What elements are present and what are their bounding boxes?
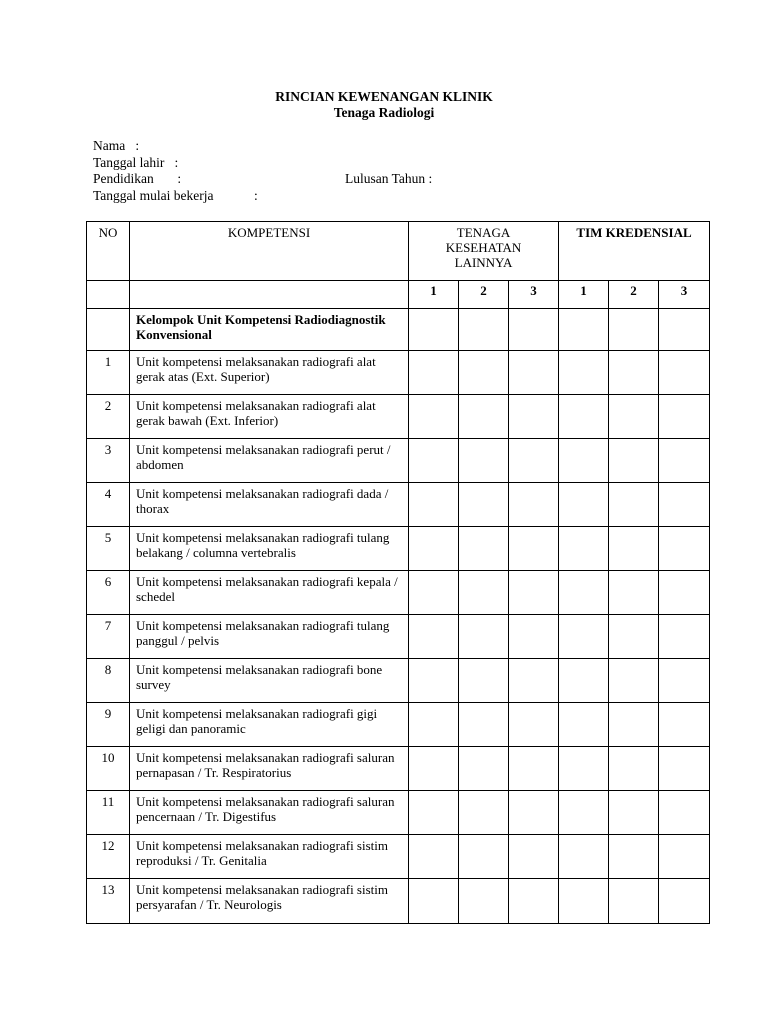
score-cell[interactable] bbox=[459, 309, 509, 351]
score-cell[interactable] bbox=[459, 351, 509, 395]
table-row bbox=[87, 527, 710, 571]
header-tenaga-kesehatan: TENAGA KESEHATAN LAINNYA bbox=[409, 222, 559, 281]
header-kompetensi: KOMPETENSI bbox=[130, 222, 409, 281]
score-cell[interactable] bbox=[459, 791, 509, 835]
subheader-row bbox=[87, 281, 710, 309]
score-cell[interactable] bbox=[509, 835, 559, 879]
score-cell[interactable] bbox=[409, 527, 459, 571]
score-cell[interactable] bbox=[509, 747, 559, 791]
score-cell[interactable] bbox=[609, 571, 659, 615]
score-cell[interactable] bbox=[509, 483, 559, 527]
competency-text: Unit kompetensi melaksanakan radiografi perut / abdomen bbox=[130, 439, 409, 483]
competency-text: Unit kompetensi melaksanakan radiografi alat gerak atas (Ext. Superior) bbox=[130, 351, 409, 395]
score-cell[interactable] bbox=[509, 703, 559, 747]
table-row bbox=[87, 835, 710, 879]
score-cell[interactable] bbox=[609, 791, 659, 835]
score-cell[interactable] bbox=[559, 615, 609, 659]
row-number: 12 bbox=[87, 835, 130, 879]
score-cell[interactable] bbox=[659, 615, 710, 659]
competency-table bbox=[86, 221, 710, 924]
table-row bbox=[87, 703, 710, 747]
table-row bbox=[87, 659, 710, 703]
score-cell[interactable] bbox=[609, 309, 659, 351]
score-cell[interactable] bbox=[659, 439, 710, 483]
score-cell[interactable] bbox=[459, 659, 509, 703]
score-cell[interactable] bbox=[609, 615, 659, 659]
row-number: 4 bbox=[87, 483, 130, 527]
score-cell[interactable] bbox=[459, 835, 509, 879]
score-cell[interactable] bbox=[559, 351, 609, 395]
row-number: 7 bbox=[87, 615, 130, 659]
score-cell[interactable] bbox=[659, 571, 710, 615]
subheader-tim-3: 3 bbox=[659, 281, 710, 309]
score-cell[interactable] bbox=[559, 483, 609, 527]
score-cell[interactable] bbox=[609, 483, 659, 527]
score-cell[interactable] bbox=[559, 835, 609, 879]
score-cell[interactable] bbox=[509, 439, 559, 483]
competency-text: Unit kompetensi melaksanakan radiografi saluran pencernaan / Tr. Digestifus bbox=[130, 791, 409, 835]
score-cell[interactable] bbox=[609, 747, 659, 791]
score-cell[interactable] bbox=[659, 395, 710, 439]
score-cell[interactable] bbox=[459, 571, 509, 615]
empty-cell bbox=[87, 281, 130, 309]
score-cell[interactable] bbox=[659, 703, 710, 747]
score-cell[interactable] bbox=[459, 747, 509, 791]
subheader-tenaga-1: 1 bbox=[409, 281, 459, 309]
score-cell[interactable] bbox=[509, 527, 559, 571]
score-cell[interactable] bbox=[609, 879, 659, 924]
competency-text: Unit kompetensi melaksanakan radiografi sistim persyarafan / Tr. Neurologis bbox=[130, 879, 409, 924]
header-tim-kredensial: TIM KREDENSIAL bbox=[559, 222, 710, 281]
score-cell[interactable] bbox=[509, 659, 559, 703]
score-cell[interactable] bbox=[559, 309, 609, 351]
row-number: 10 bbox=[87, 747, 130, 791]
score-cell[interactable] bbox=[459, 395, 509, 439]
score-cell[interactable] bbox=[509, 615, 559, 659]
score-cell[interactable] bbox=[409, 791, 459, 835]
score-cell[interactable] bbox=[409, 835, 459, 879]
score-cell[interactable] bbox=[459, 879, 509, 924]
subheader-tenaga-3: 3 bbox=[509, 281, 559, 309]
table-row bbox=[87, 395, 710, 439]
score-cell[interactable] bbox=[559, 747, 609, 791]
score-cell[interactable] bbox=[459, 615, 509, 659]
table-row bbox=[87, 791, 710, 835]
score-cell[interactable] bbox=[509, 571, 559, 615]
score-cell[interactable] bbox=[659, 835, 710, 879]
score-cell[interactable] bbox=[659, 659, 710, 703]
competency-text: Unit kompetensi melaksanakan radiografi alat gerak bawah (Ext. Inferior) bbox=[130, 395, 409, 439]
group-row bbox=[87, 309, 710, 351]
table-header-row bbox=[87, 222, 710, 281]
score-cell[interactable] bbox=[559, 439, 609, 483]
score-cell[interactable] bbox=[559, 879, 609, 924]
score-cell[interactable] bbox=[659, 351, 710, 395]
score-cell[interactable] bbox=[409, 395, 459, 439]
score-cell[interactable] bbox=[659, 483, 710, 527]
field-tanggal-lahir: Tanggal lahir : bbox=[93, 155, 179, 170]
score-cell[interactable] bbox=[509, 395, 559, 439]
row-number: 13 bbox=[87, 879, 130, 924]
score-cell[interactable] bbox=[409, 439, 459, 483]
table-row bbox=[87, 747, 710, 791]
score-cell[interactable] bbox=[509, 879, 559, 924]
competency-text: Unit kompetensi melaksanakan radiografi bone survey bbox=[130, 659, 409, 703]
score-cell[interactable] bbox=[609, 835, 659, 879]
header-no: NO bbox=[87, 222, 130, 281]
score-cell[interactable] bbox=[459, 703, 509, 747]
field-nama: Nama : bbox=[93, 138, 140, 153]
table-row bbox=[87, 879, 710, 924]
row-number: 9 bbox=[87, 703, 130, 747]
group-label: Kelompok Unit Kompetensi Radiodiagnostik Konvensional bbox=[130, 309, 409, 351]
competency-text: Unit kompetensi melaksanakan radiografi tulang panggul / pelvis bbox=[130, 615, 409, 659]
competency-text: Unit kompetensi melaksanakan radiografi kepala / schedel bbox=[130, 571, 409, 615]
table-row bbox=[87, 615, 710, 659]
score-cell[interactable] bbox=[559, 571, 609, 615]
score-cell[interactable] bbox=[409, 703, 459, 747]
score-cell[interactable] bbox=[559, 703, 609, 747]
field-tanggal-mulai-bekerja: Tanggal mulai bekerja : bbox=[93, 188, 258, 203]
score-cell[interactable] bbox=[559, 395, 609, 439]
row-number: 2 bbox=[87, 395, 130, 439]
document-subtitle: Tenaga Radiologi bbox=[333, 105, 435, 120]
score-cell[interactable] bbox=[409, 351, 459, 395]
competency-text: Unit kompetensi melaksanakan radiografi dada / thorax bbox=[130, 483, 409, 527]
score-cell[interactable] bbox=[559, 791, 609, 835]
score-cell[interactable] bbox=[559, 659, 609, 703]
score-cell[interactable] bbox=[609, 659, 659, 703]
empty-cell bbox=[87, 309, 130, 351]
score-cell[interactable] bbox=[459, 439, 509, 483]
score-cell[interactable] bbox=[659, 791, 710, 835]
subheader-tenaga-2: 2 bbox=[459, 281, 509, 309]
score-cell[interactable] bbox=[659, 747, 710, 791]
row-number: 1 bbox=[87, 351, 130, 395]
competency-text: Unit kompetensi melaksanakan radiografi tulang belakang / columna vertebralis bbox=[130, 527, 409, 571]
competency-text: Unit kompetensi melaksanakan radiografi gigi geligi dan panoramic bbox=[130, 703, 409, 747]
score-cell[interactable] bbox=[409, 879, 459, 924]
competency-text: Unit kompetensi melaksanakan radiografi sistim reproduksi / Tr. Genitalia bbox=[130, 835, 409, 879]
row-number: 11 bbox=[87, 791, 130, 835]
score-cell[interactable] bbox=[659, 309, 710, 351]
row-number: 6 bbox=[87, 571, 130, 615]
subheader-tim-1: 1 bbox=[559, 281, 609, 309]
score-cell[interactable] bbox=[509, 791, 559, 835]
row-number: 5 bbox=[87, 527, 130, 571]
score-cell[interactable] bbox=[659, 879, 710, 924]
competency-text: Unit kompetensi melaksanakan radiografi saluran pernapasan / Tr. Respiratorius bbox=[130, 747, 409, 791]
score-cell[interactable] bbox=[609, 395, 659, 439]
score-cell[interactable] bbox=[409, 309, 459, 351]
table-row bbox=[87, 571, 710, 615]
score-cell[interactable] bbox=[509, 309, 559, 351]
score-cell[interactable] bbox=[409, 747, 459, 791]
table-row bbox=[87, 483, 710, 527]
field-pendidikan: Pendidikan : bbox=[93, 171, 182, 186]
score-cell[interactable] bbox=[609, 439, 659, 483]
table-row bbox=[87, 439, 710, 483]
score-cell[interactable] bbox=[409, 483, 459, 527]
subheader-tim-2: 2 bbox=[609, 281, 659, 309]
score-cell[interactable] bbox=[609, 703, 659, 747]
score-cell[interactable] bbox=[409, 571, 459, 615]
row-number: 3 bbox=[87, 439, 130, 483]
document-title: RINCIAN KEWENANGAN KLINIK bbox=[275, 89, 493, 104]
field-lulusan-tahun: Lulusan Tahun : bbox=[345, 171, 433, 186]
score-cell[interactable] bbox=[509, 351, 559, 395]
score-cell[interactable] bbox=[559, 527, 609, 571]
score-cell[interactable] bbox=[609, 351, 659, 395]
empty-cell bbox=[130, 281, 409, 309]
score-cell[interactable] bbox=[409, 615, 459, 659]
score-cell[interactable] bbox=[609, 527, 659, 571]
score-cell[interactable] bbox=[459, 527, 509, 571]
row-number: 8 bbox=[87, 659, 130, 703]
score-cell[interactable] bbox=[459, 483, 509, 527]
score-cell[interactable] bbox=[409, 659, 459, 703]
table-row bbox=[87, 351, 710, 395]
score-cell[interactable] bbox=[659, 527, 710, 571]
